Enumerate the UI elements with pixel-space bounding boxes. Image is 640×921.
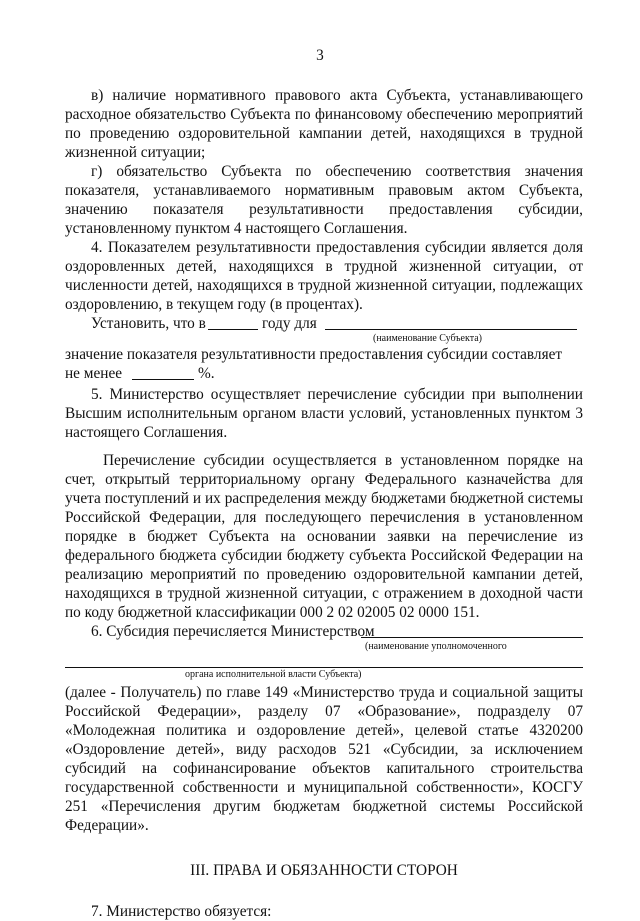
paragraph-5: 5. Министерство осуществляет перечисление субсидии при выполнении Высшим исполнительным органом власти условий, установленных пунктом 3 настоящего Соглашения. xyxy=(65,386,583,441)
establish-line xyxy=(65,314,583,333)
subject-name-caption: (наименование Субъекта) xyxy=(373,333,482,344)
paragraph-4: 4. Показателем результативности предоставления субсидии является доля оздоровленных детей, находящихся в трудной жизненной ситуации, от численности детей, находящихся в трудной жизненной ситуации, подлежащих оздоровлению, в текущем году (в процентах). xyxy=(65,239,583,313)
establish-text-1: Установить, что в xyxy=(91,315,206,332)
establish-line-2: значение показателя результативности предоставления субсидии составляет xyxy=(65,346,563,363)
page-number: 3 xyxy=(316,47,324,64)
percent-blank xyxy=(132,364,194,380)
authority-caption-1: (наименование уполномоченного xyxy=(365,641,507,652)
establish-line-3 xyxy=(65,364,583,383)
paragraph-6-continuation: (далее - Получатель) по главе 149 «Министерство труда и социальной защиты Российской Федерации», разделу 07 «Образование», подразделу 07 «Молодежная политика и оздоровление детей», целевой статье 4320200 «Оздоровление детей», виду расходов 521 «Субсидии, за исключением субсидий на софинансирование объектов капитального строительства государственной собственности и муниципальной собственности», КОСГУ 251 «Перечисления другим бюджетам бюджетной системы Российской Федерации». xyxy=(65,684,583,834)
establish-text-3: не менее xyxy=(65,365,123,382)
paragraph-6-line xyxy=(65,622,583,641)
subject-name-blank xyxy=(325,314,577,330)
year-blank xyxy=(208,314,258,330)
authority-name-blank-2 xyxy=(65,667,583,668)
paragraph-subitem-g: г) обязательство Субъекта по обеспечению соответствия значения показателя, устанавливаемого нормативным правовым актом Субъекта, значению показателя результативности предоставления субсидии, установленному пунктом 4 настоящего Соглашения. xyxy=(65,163,583,237)
establish-text-4: %. xyxy=(198,365,215,382)
section-heading: III. ПРАВА И ОБЯЗАННОСТИ СТОРОН xyxy=(190,862,458,879)
authority-caption-2: органа исполнительной власти Субъекта) xyxy=(185,669,362,680)
authority-name-blank xyxy=(361,622,583,638)
paragraph-transfer: Перечисление субсидии осуществляется в установленном порядке на счет, открытый территориальному органу Федерального казначейства для учета поступлений и их распределения между бюджетами бюджетной системы Российской Федерации, для последующего перечисления в установленном порядке в бюджет Субъекта на основании заявки на перечисление из федерального бюджета субсидии бюджету субъекта Российской Федерации на реализацию мероприятий по проведению оздоровительной кампании детей, находящихся в трудной жизненной ситуации, с отражением в доходной части по коду бюджетной классификации 000 2 02 02005 02 0000 151. xyxy=(65,452,583,621)
establish-text-2: году для xyxy=(262,315,317,332)
document-body xyxy=(65,86,583,921)
paragraph-6-text: 6. Субсидия перечисляется Министерством xyxy=(91,623,375,640)
paragraph-subitem-v: в) наличие нормативного правового акта Субъекта, устанавливающего расходное обязательство Субъекта по финансовому обеспечению мероприятий по проведению оздоровительной кампании детей, находящихся в трудной жизненной ситуации; xyxy=(65,87,583,161)
paragraph-7: 7. Министерство обязуется: xyxy=(91,903,272,920)
